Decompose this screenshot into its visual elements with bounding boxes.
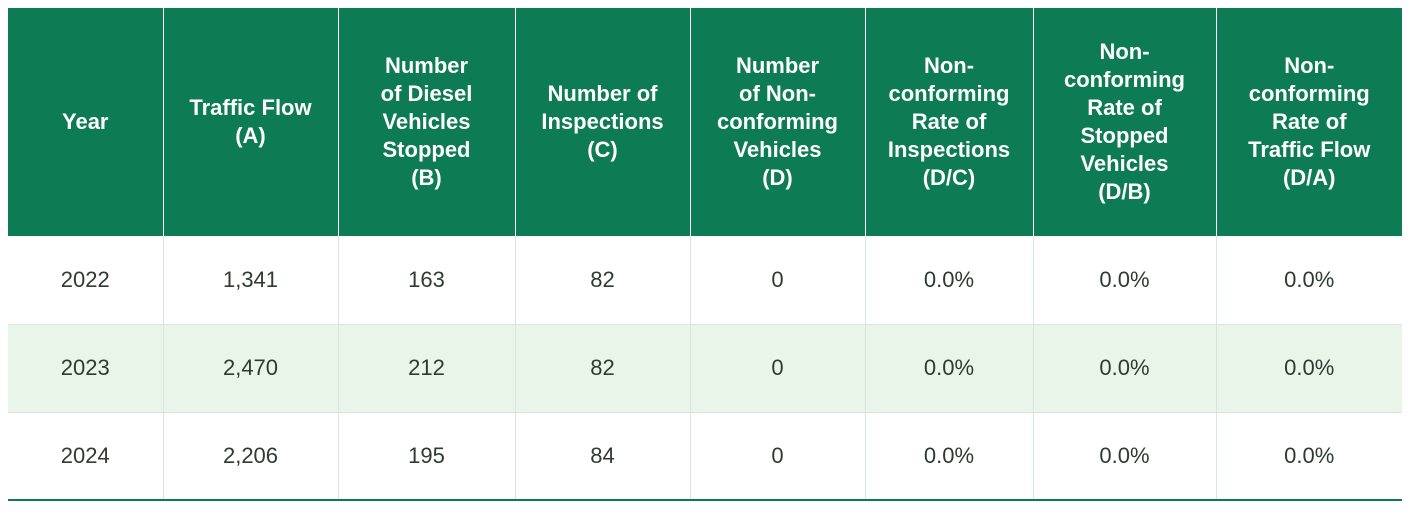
column-header-nonconforming-vehicles: Number of Non- conforming Vehicles (D) xyxy=(690,8,865,236)
cell-rate-traffic: 0.0% xyxy=(1216,236,1402,324)
cell-diesel-stopped: 163 xyxy=(338,236,515,324)
cell-nonconforming: 0 xyxy=(690,412,865,500)
cell-traffic-flow: 2,206 xyxy=(163,412,338,500)
column-header-number-of-inspections: Number of Inspections (C) xyxy=(515,8,690,236)
table-row xyxy=(8,412,1402,500)
cell-year: 2022 xyxy=(8,236,163,324)
cell-rate-inspections: 0.0% xyxy=(865,236,1033,324)
cell-diesel-stopped: 212 xyxy=(338,324,515,412)
column-header-nonconforming-rate-stopped-vehicles: Non- conforming Rate of Stopped Vehicles (D/B) xyxy=(1033,8,1216,236)
cell-rate-traffic: 0.0% xyxy=(1216,412,1402,500)
emission-inspection-table xyxy=(8,8,1402,501)
table-header xyxy=(8,8,1402,236)
cell-inspections: 82 xyxy=(515,236,690,324)
cell-nonconforming: 0 xyxy=(690,324,865,412)
cell-diesel-stopped: 195 xyxy=(338,412,515,500)
cell-rate-stopped: 0.0% xyxy=(1033,324,1216,412)
column-header-year: Year xyxy=(8,8,163,236)
cell-traffic-flow: 1,341 xyxy=(163,236,338,324)
cell-nonconforming: 0 xyxy=(690,236,865,324)
cell-rate-stopped: 0.0% xyxy=(1033,412,1216,500)
cell-rate-traffic: 0.0% xyxy=(1216,324,1402,412)
table-body xyxy=(8,236,1402,500)
cell-rate-inspections: 0.0% xyxy=(865,412,1033,500)
cell-rate-stopped: 0.0% xyxy=(1033,236,1216,324)
cell-rate-inspections: 0.0% xyxy=(865,324,1033,412)
header-row xyxy=(8,8,1402,236)
column-header-traffic-flow: Traffic Flow (A) xyxy=(163,8,338,236)
column-header-nonconforming-rate-traffic-flow: Non- conforming Rate of Traffic Flow (D/A) xyxy=(1216,8,1402,236)
cell-year: 2024 xyxy=(8,412,163,500)
cell-year: 2023 xyxy=(8,324,163,412)
cell-traffic-flow: 2,470 xyxy=(163,324,338,412)
table-row xyxy=(8,324,1402,412)
table-row xyxy=(8,236,1402,324)
cell-inspections: 82 xyxy=(515,324,690,412)
cell-inspections: 84 xyxy=(515,412,690,500)
column-header-diesel-vehicles-stopped: Number of Diesel Vehicles Stopped (B) xyxy=(338,8,515,236)
column-header-nonconforming-rate-inspections: Non- conforming Rate of Inspections (D/C) xyxy=(865,8,1033,236)
